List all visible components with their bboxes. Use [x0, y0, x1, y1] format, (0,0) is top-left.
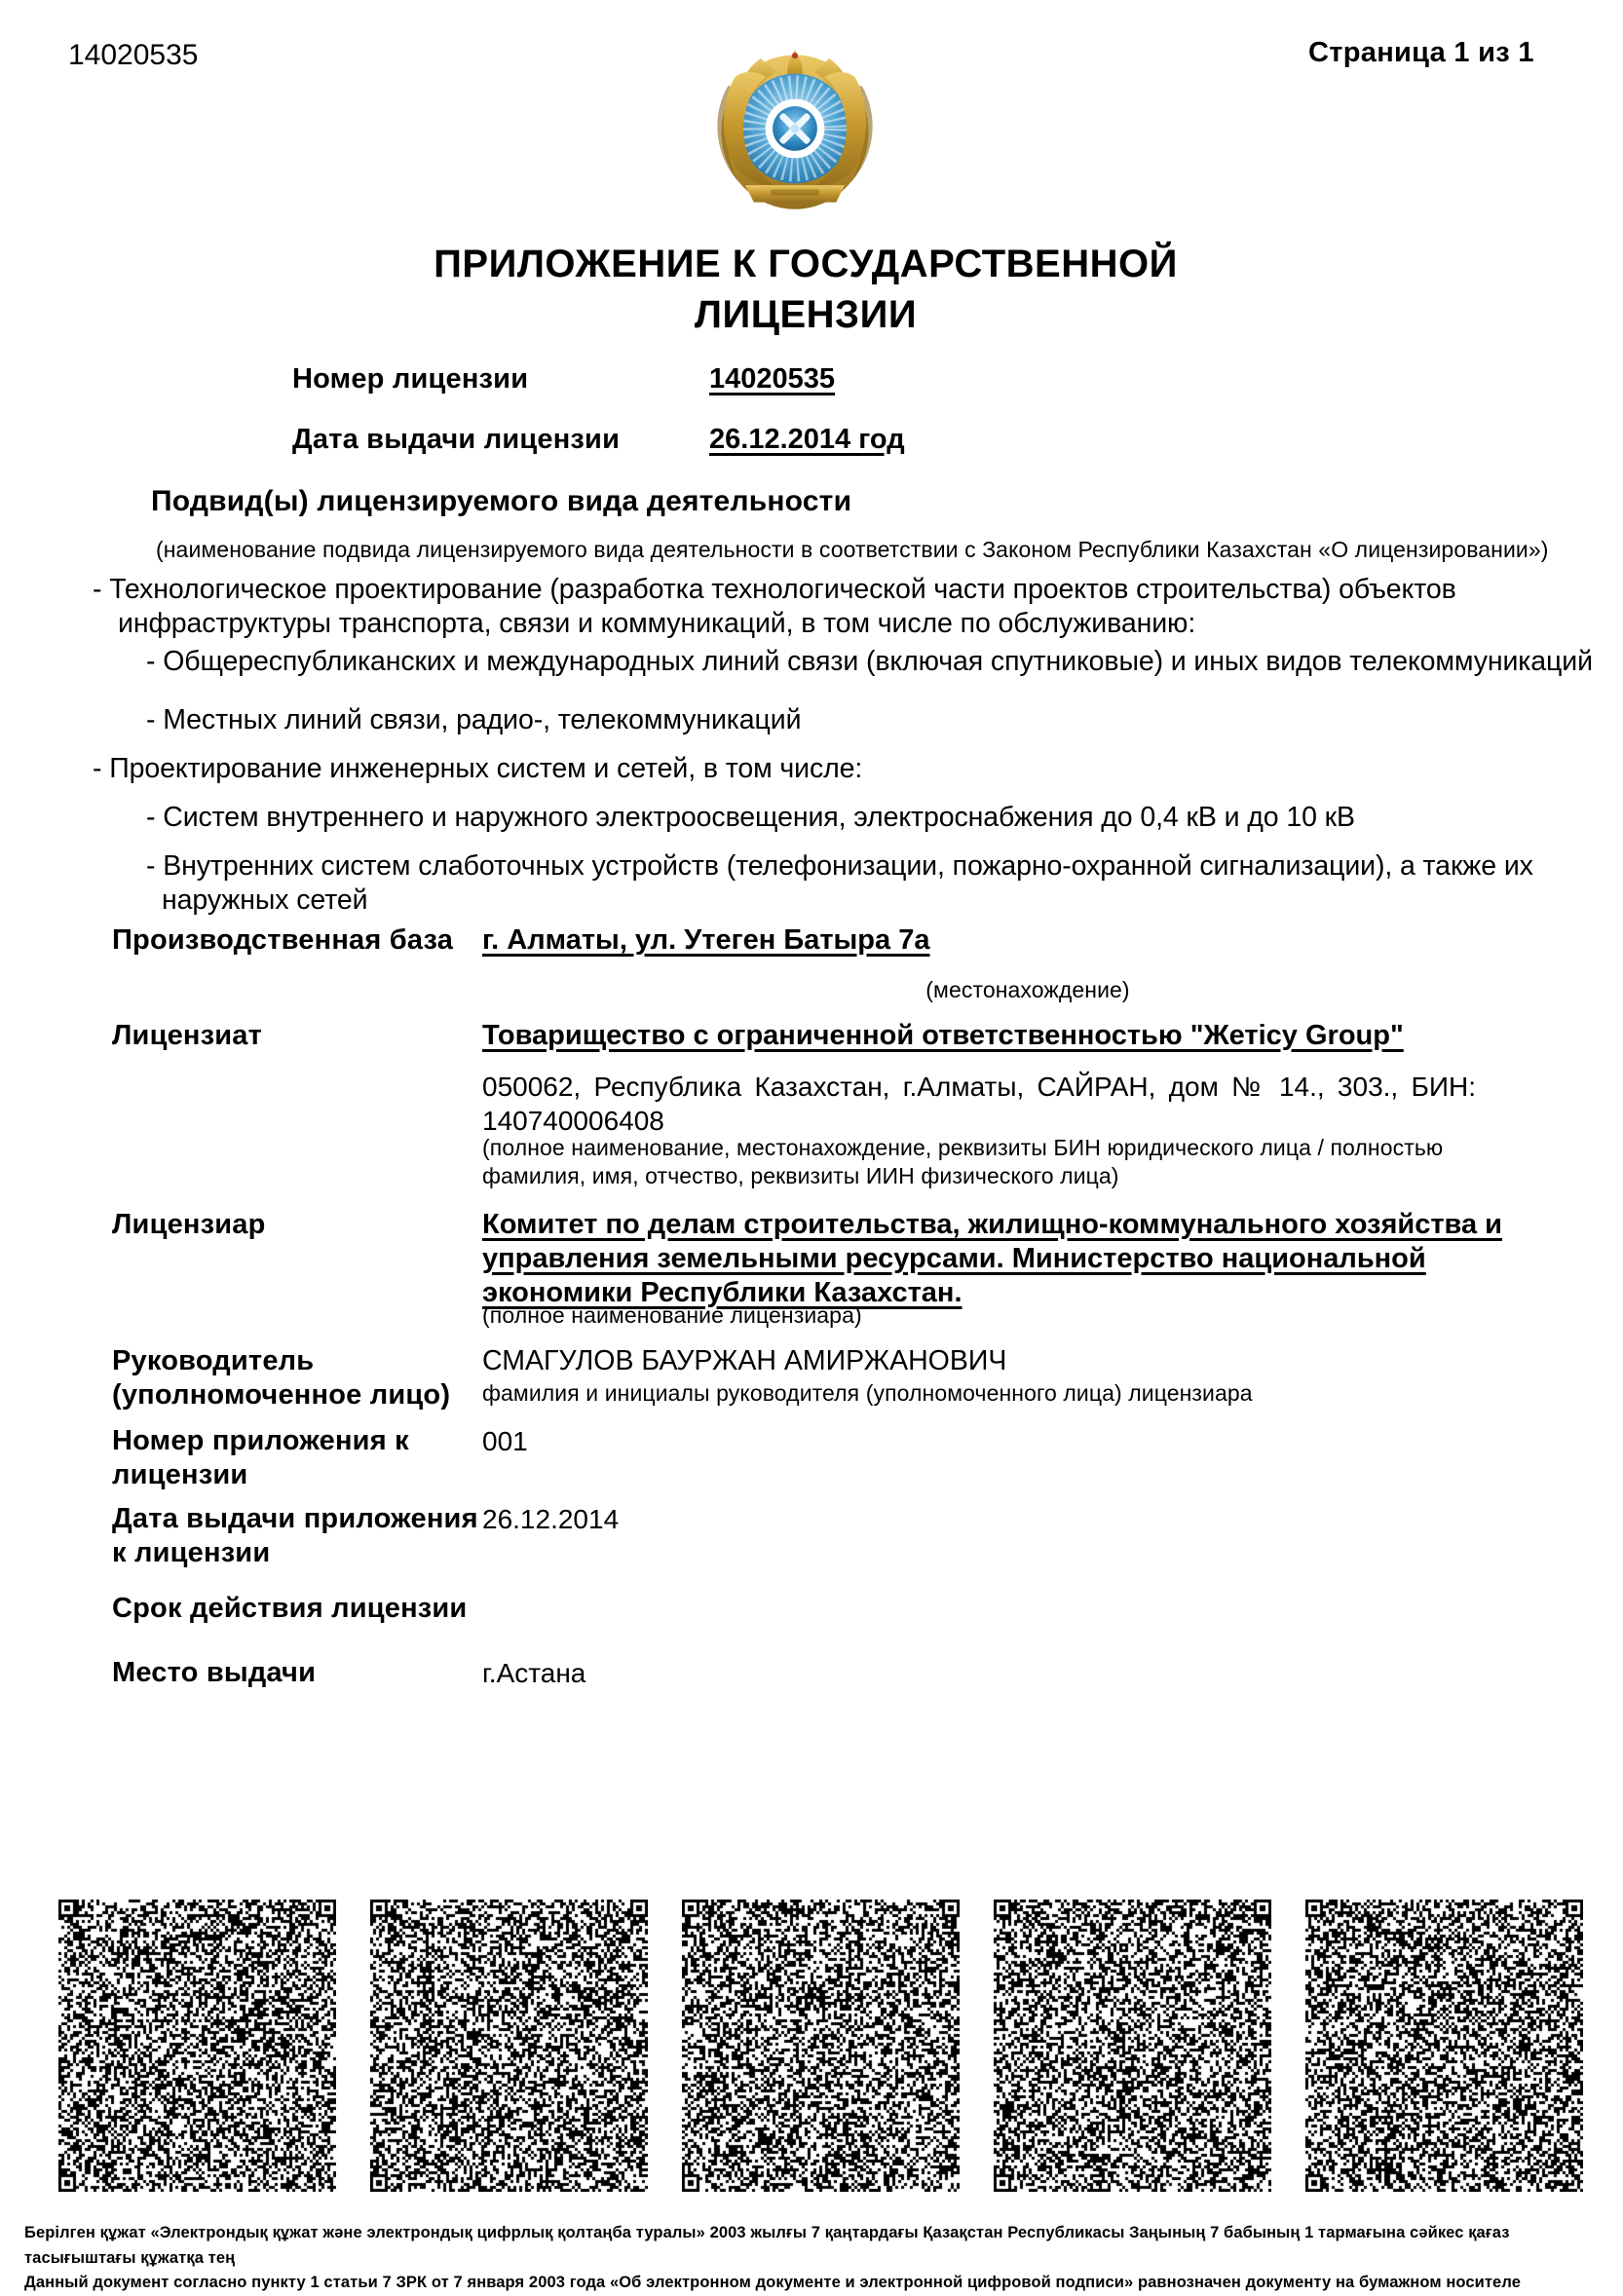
appendix-number-value: 001 [482, 1426, 528, 1456]
digital-signature-barcode [682, 1900, 960, 2192]
activity-subitem: - Систем внутреннего и наружного электроосвещения, электроснабжения до 0,4 кВ и до 10 кВ [146, 802, 1355, 833]
activity-item: - Проектирование инженерных систем и сетей, в том числе: [93, 753, 863, 784]
activity-subitem: - Внутренних систем слаботочных устройств (телефонизации, пожарно-охранной сигнализации), а также их наружных сетей [146, 850, 1533, 917]
license-number-label: Номер лицензии [292, 363, 529, 395]
head-person-value: СМАГУЛОВ БАУРЖАН АМИРЖАНОВИЧ [482, 1345, 1007, 1376]
subtypes-heading: Подвид(ы) лицензируемого вида деятельности [151, 485, 852, 517]
licensor-note: (полное наименование лицензиара) [482, 1302, 862, 1328]
digital-signature-barcode [994, 1900, 1271, 2192]
appendix-date-label: Дата выдачи приложения к лицензии [112, 1503, 478, 1569]
footer-line-kazakh: Берілген құжат «Электрондық құжат және электрондық цифрлық қолтаңба туралы» 2003 жылғы 7 қаңтардағы Қазақстан Республикасы Заңының 7 бабының 1 тармағына сәйкес қағаз тасығыштағы құжатқа тең [24, 2224, 1510, 2267]
issue-place-label: Место выдачи [112, 1657, 317, 1688]
subtypes-note: (наименование подвида лицензируемого вида деятельности в соответствии с Законом Республики Казахстан «О лицензировании») [156, 537, 1549, 562]
issue-place-value: г.Астана [482, 1658, 586, 1688]
appendix-number-label: Номер приложения к лицензии [112, 1425, 409, 1491]
barcode-row [58, 1900, 1583, 2192]
licensee-address: 050062, Республика Казахстан, г.Алматы, САЙРАН, дом № 14., 303., БИН: 140740006408 [482, 1072, 1476, 1136]
page-indicator: Страница 1 из 1 [1308, 37, 1534, 68]
footer-line-russian: Данный документ согласно пункту 1 статьи 7 ЗРК от 7 января 2003 года «Об электронном документе и электронной цифровой подписи» равнозначен документу на бумажном носителе [24, 2274, 1521, 2292]
licensor-label: Лицензиар [112, 1209, 266, 1240]
activity-subitem: - Общереспубликанских и международных линий связи (включая спутниковые) и иных видов телекоммуникаций [146, 646, 1593, 677]
activity-subitem: - Местных линий связи, радио-, телекоммуникаций [146, 704, 802, 735]
licensee-note: (полное наименование, местонахождение, реквизиты БИН юридического лица / полностью фамилия, имя, отчество, реквизиты ИИН физического лица) [482, 1135, 1444, 1189]
document-title [0, 239, 1611, 340]
licensor-value: Комитет по делам строительства, жилищно-коммунального хозяйства и управления земельными ресурсами. Министерство национальной экономики Республики Казахстан. [482, 1209, 1502, 1308]
digital-signature-barcode [1305, 1900, 1583, 2192]
kazakhstan-emblem-icon [709, 41, 881, 216]
license-issue-date-value: 26.12.2014 год [709, 424, 905, 455]
digital-signature-barcode [58, 1900, 336, 2192]
appendix-date-value: 26.12.2014 [482, 1504, 620, 1534]
head-person-label: Руководитель (уполномоченное лицо) [112, 1345, 451, 1411]
production-base-value: г. Алматы, ул. Утеген Батыра 7а [482, 924, 930, 956]
licensee-value: Товарищество с ограниченной ответственностью "Жетісу Group" [482, 1020, 1404, 1051]
document-title-line2: ЛИЦЕНЗИИ [694, 293, 918, 336]
production-base-note: (местонахождение) [925, 977, 1130, 1002]
license-issue-date-label: Дата выдачи лицензии [292, 424, 621, 455]
license-number-value: 14020535 [709, 363, 836, 395]
production-base-label: Производственная база [112, 924, 454, 956]
footer-legal-text [24, 2221, 1601, 2296]
validity-label: Срок действия лицензии [112, 1593, 468, 1624]
digital-signature-barcode [370, 1900, 648, 2192]
licensee-label: Лицензиат [112, 1020, 263, 1051]
document-number-header: 14020535 [68, 39, 199, 71]
document-title-line1: ПРИЛОЖЕНИЕ К ГОСУДАРСТВЕННОЙ [434, 243, 1178, 285]
activity-item: - Технологическое проектирование (разработка технологической части проектов строительства) объектов инфраструктуры транспорта, связи и коммуникаций, в том числе по обслуживанию: [93, 574, 1456, 640]
head-person-note: фамилия и инициалы руководителя (уполномоченного лица) лицензиара [482, 1380, 1253, 1406]
